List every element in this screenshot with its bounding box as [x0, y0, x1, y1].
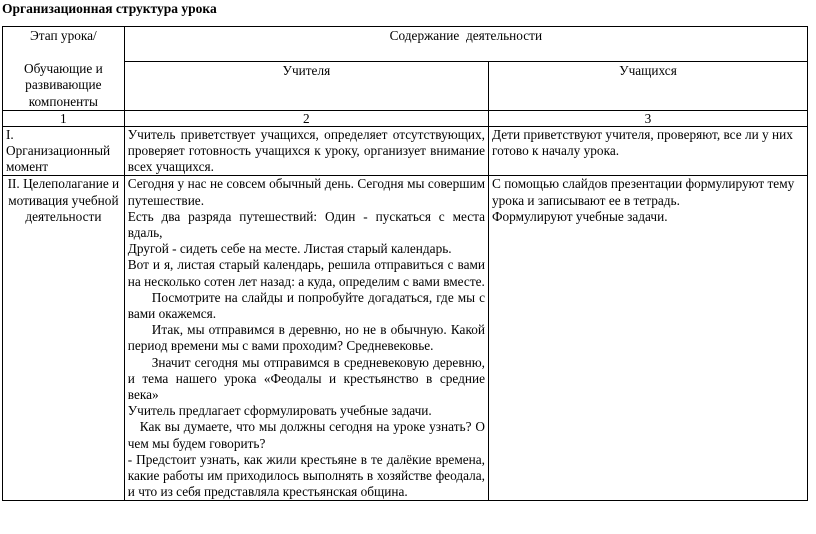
document-title: Организационная структура урока — [2, 1, 217, 16]
stage-cell: II. Целеполагание и мотивация учебной деятельности — [3, 176, 125, 501]
teacher-paragraph: Есть два разряда путешествий: Один - пускаться с места вдаль, — [127, 208, 485, 241]
header-content-cell — [124, 27, 807, 62]
header-students-cell — [489, 62, 808, 110]
teacher-paragraph: - Предстоит узнать, как жили крестьяне в те далёкие времена, какие работы им приходилось выполнять в хозяйстве феодала, и что из себя представляла крестьянская община. — [127, 451, 485, 500]
student-paragraph: С помощью слайдов презентации формулируют тему урока и записывают ее в тетрадь. — [492, 176, 795, 208]
student-activity-cell — [489, 126, 808, 176]
teacher-paragraph: Учитель предлагает сформулировать учебные задачи. — [127, 403, 432, 419]
student-paragraph: Дети приветствуют учителя, проверяют, все ли у них готово к началу урока. — [492, 126, 793, 159]
teacher-paragraph: Итак, мы отправимся в деревню, но не в обычную. Какой период времени мы с вами проходим? Средневековье. — [127, 322, 485, 354]
teacher-activity-cell — [124, 176, 488, 501]
teacher-paragraph: Сегодня у нас не совсем обычный день. Сегодня мы совершим путешествие. — [127, 176, 485, 208]
header-teacher-label: Учителя — [282, 63, 331, 79]
teacher-paragraph: Вот и я, листая старый календарь, решила отправиться с вами на несколько сотен лет назад: а куда, определим с вами вместе. — [127, 257, 485, 289]
column-number: 2 — [124, 110, 488, 126]
teacher-paragraph: Другой - сидеть себе на месте. Листая старый календарь. — [127, 241, 452, 257]
column-number: 3 — [489, 110, 808, 126]
student-activity-cell — [489, 176, 808, 501]
header-students-label: Учащихся — [619, 63, 677, 79]
teacher-activity-cell — [124, 126, 488, 176]
table-row — [3, 126, 808, 176]
header-stage-line2: Обучающие и развивающие компоненты — [24, 61, 103, 109]
teacher-paragraph: Как вы думаете, что мы должны сегодня на уроке узнать? О чем мы будем говорить? — [127, 419, 485, 451]
lesson-structure-table — [2, 26, 808, 501]
header-stage-cell — [3, 27, 125, 111]
column-number-row — [3, 110, 808, 126]
column-number: 1 — [3, 110, 125, 126]
table-row — [3, 176, 808, 501]
teacher-paragraph: Посмотрите на слайды и попробуйте догадаться, где мы с вами окажемся. — [127, 289, 485, 322]
student-paragraph: Формулируют учебные задачи. — [492, 208, 668, 224]
header-stage-line1: Этап урока/ — [30, 28, 97, 43]
teacher-paragraph: Значит сегодня мы отправимся в средневековую деревню, и тема нашего урока «Феодалы и крестьянство в средние века» — [127, 354, 485, 403]
stage-cell: I. Организационный момент — [3, 126, 125, 176]
header-teacher-cell — [124, 62, 488, 110]
header-content-label: Содержание деятельности — [389, 28, 543, 43]
table-header-row — [3, 27, 808, 62]
teacher-paragraph: Учитель приветствует учащихся, определяет отсутствующих, проверяет готовность учащихся к уроку, организует внимание всех учащихся. — [127, 126, 485, 175]
